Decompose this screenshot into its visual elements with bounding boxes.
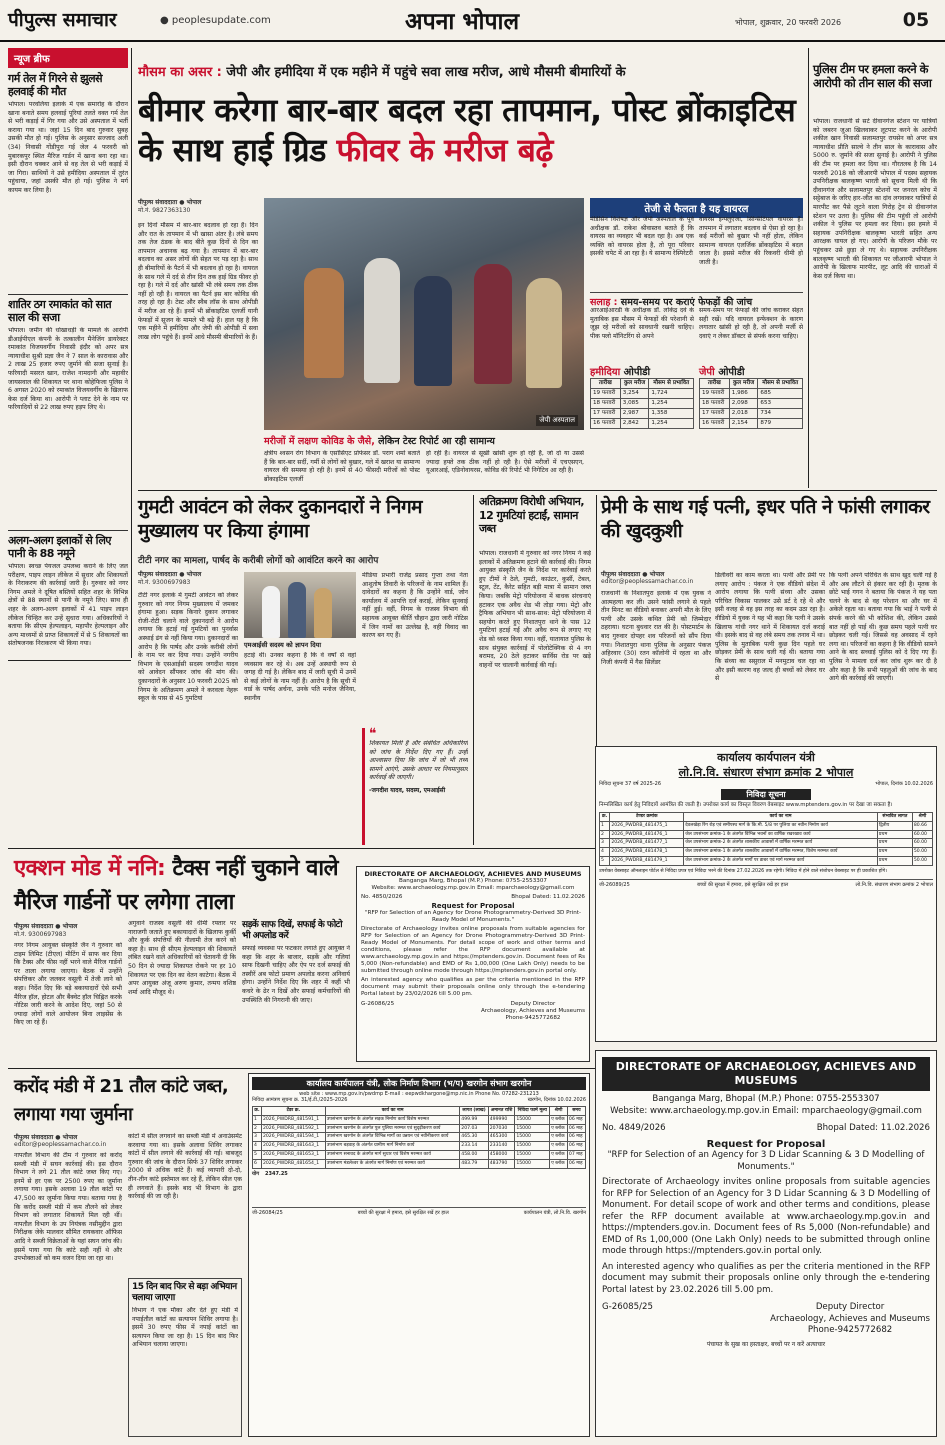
brief-body-2: भोपाल। जमीन की धोखाधड़ी के मामले के आरोपी डीआईपीएल कंपनी के तत्कालीन मैनेजिंग डायरेक्टर रमाकांत विजयवर्गीय निवासी इंदौर को अपर सत्र न्यायाधीश सुश्री प्रज्ञा जैन ने 7 साल के कारावास और 2 लाख 25 हजार रुपए जुर्माने की सजा सुनाई है। फरियादी मसरत खान, राजेश नामदानी और महावीर जायसवाल की शिकायत पर थाना कोहेफिजा पुलिस ने 6 अगस्त 2020 को रमाकांत विजयवर्गीय के खिलाफ केस दर्ज किया था। आरोपी ने प्लाट देने के नाम पर फरियादियों से 22 लाख रुपए हड़प लिए थे। bbox=[8, 327, 128, 412]
lead-col-a: क्षेत्रीय श्वसन रोग विभाग के एसोसिएट प्रोफेसर डॉ. पराग शर्मा बताते हैं कि बार-बार सर्दी, गर्मी से लोगों को बुखार, गले में खराश या सामान्य वायरल की समस्या हो रही है। इनमें से 40 फीसदी मरीजों को पोस्ट ब्रोंकाइटिस एलर्जी bbox=[264, 450, 420, 483]
tax-byline: पीपुल्स संवाददाता ● भोपाल मो.नं. 9300697983 bbox=[14, 923, 78, 938]
suicide-col-1: राजधानी के निशातपुरा इलाके में एक युवक ने आत्महत्या कर ली। उसने फांसी लगाने से पहले तीन मिनट का वीडियो बनाकर अपनी मौत के लिए पत्नी और उसके कथित प्रेमी को जिम्मेदार ठहराया। घटना बुधवार रात की है। पोस्टमार्टम के बाद गुरुवार दोपहर शव परिजनों को सौंप दिया गया। निशातपुरा थाना पुलिस के अनुसार पंकज अहिरवार (30) रतन कॉलोनी में रहता था और निजी कंपनी में गैस सिलेंडर bbox=[601, 590, 711, 666]
gumti-col-1: टीटी नगर इलाके में गुमटी आवंटन को लेकर गुरुवार को नगर निगम मुख्यालय में जमकर हंगामा हुआ। सड़क किनारे दुकान लगाकर रोजी-रोटी चलाने वाले दुकानदारों ने आरोप लगाया कि हटाई गई गुमटियों का पुनर्वास अस्थाई ढंग से नहीं किया गया। दुकानदारों का आरोप है कि पार्षद और उनके करीबी लोगों के नाम पर कर दिया गया। उन्होंने नगरीय विभाग के एसआईसी सदस्य जगदीश यादव को आवेदन सौंपकर जांच की मांग की। दुकानदारों के अनुसार 10 फरवरी 2025 को निगम के अतिक्रमण अमले ने करवला नेहरू स्कूल के पास से 45 गुमटियां bbox=[138, 592, 238, 703]
archaeology-rfp-ad-1: DIRECTORATE OF ARCHAEOLOGY, ACHIEVES AND MUSEUMS Banganga Marg, Bhopal (M.P.) Phone: 0755-2553307 Website: www.archaeology.mp.gov.in Email: mparchaeology@gmail.com No. 4850/2026 Bhopal Dated: 11.02.2026 Request for Proposal "RFP for Selection of an Agency for Drone Photogrammetry-Derived 3D Print-Ready Model of Monuments." Directorate of Archaeology invites online proposals from suitable agencies for RFP for Selection of an Agency for Drone Photogrammetry-Derived 3D Print-Ready Model of Monuments. For detail scope of work and other terms and conditions, please refer the RFP document available at www.archaeology.mp.gov.in and https://mptenders.gov.in. Document fees of Rs 5,000 (Non-refundable) and EMD of Rs 1,00,000 (One Lakh Only) needs to be submitted through online mode through https://mptenders.gov.in portal only. An interested agency who qualifies as per the criteria mentioned in the RFP document may submit their proposals online only through the e-tendering Portal latest by 23/02/2026 till 5.00 pm. G-26086/25 Deputy Director Archaeology, Achieves and Museums Phone-9425772682 bbox=[356, 866, 590, 1062]
hamidia-row: 17 फरवरी 2,987 1,358 bbox=[591, 409, 694, 419]
lead-kicker: मौसम का असर : जेपी और हमीदिया में एक महीने में पहुंचे सवा लाख मरीज, आधे मौसमी बीमारियों के bbox=[138, 65, 626, 80]
brand-logo: पीपुल्स समाचार bbox=[8, 9, 117, 31]
archaeology-rfp-ad-2: DIRECTORATE OF ARCHAEOLOGY, ACHIEVES AND MUSEUMS Banganga Marg, Bhopal (M.P.) Phone: 0755-2553307 Website: www.archaeology.mp.gov.in Email: mparchaeology@gmail.com No. 4849/2026 Bhopal Dated: 11.02.2026 Request for Proposal "RFP for Selection of an Agency for 3 D Lidar Scanning & 3 D Modelling of Monuments." Directorate of Archaeology invites online proposals from suitable agencies for RFP for Selection of an Agency for 3 D Lidar Scanning & 3 D Modelling of Monument. For detail scope of work and other terms and conditions, please refer the RFP document available at www.archaeology.mp.gov.in and https://mptenders.gov.in. Document fees of Rs 5,000 (Non-refundable) and EMD of Rs 1,00,000 (One Lakh Only) needs to be submitted through online mode through https://mptenders.gov.in portal only. An interested agency who qualifies as per the criteria mentioned in the RFP document may submit their proposals online only through the e-tendering Portal latest by 23.02.2026 till 5.00 pm. G-26085/25 Deputy Director Archaeology, Achieves and Museums Phone-9425772682 पंचायत के सुख का हस्ताक्षर, बच्चों पर न करें अत्याचार bbox=[595, 1050, 937, 1437]
hamidia-opd-table: हमीदिया ओपीडी तारीख कुल मरीज मौसम से प्रभावित 19 फरवरी 3,254 1,724 18 फरवरी 3,085 1,254 17 फरवरी 2,987 1,358 16 फरवरी 2,842 1,254 bbox=[590, 364, 694, 429]
tender-row: 1 2026_PWDRB_481475_1 देवलखेड़ा रिंग रोड़ एवं समीपस्थ मार्ग के कि.मी. 5/8 पर पुलिया का नवीन निर्माण कार्य द्वितीय 80.66 bbox=[600, 821, 933, 830]
tender-row: 5 2026_PWDRB_481479_1 जेल उपसंभाग क्रमांक-2 के अंतर्गत मार्गों पर डाबर एवं मार्ग मरम्मत कार्य प्रथम 50.00 bbox=[600, 856, 933, 865]
police-body: भोपाल। राजधानी से सटे दीवानगंज स्टेशन पर यात्रियों को जबरन जुआ खिलवाकर लूटपाट करने के आरोपी शकील खान निवासी सलामतपुर रायसेन को अपर सत्र न्यायाधीश प्रीति साल्वे ने तीन साल के कारावास और 5000 रु. जुर्माने की सजा सुनाई है। आरोपी ने पुलिस की टीम पर हमला कर दिया था। गौरतलब है कि 14 फरवरी 2018 को जीआरपी भोपाल में पदस्थ सहायक उपनिरीक्षक बालकृष्ण भारती को सूचना मिली थी कि दीवानगंज और सलामतपुर स्टेशनों पर जनरल कोच में सट्टेबाज के जरिए हार-जीत का दांव लगवाकर यात्रियों से मारपीट कर पैसे लूटने वाला गिरोह ट्रेन से दीवानगंज स्टेशन पर उतरा है। पुलिस की टीम पहुंची तो आरोपी शकील ने पुलिस पर हमला कर दिया। इस हमले में सहायक उपनिरीक्षक बालकृष्ण भारती सहित अन्य आरक्षक घायल हो गए। आरोपी के परिजन मौके पर पहुंचकर उसे छुड़ा ले गए थे। सहायक उपनिरीक्षक बालकृष्ण भारती की शिकायत पर जीआरपी भोपाल ने आरोपी के खिलाफ मारपीट, लूट आदि की धाराओं में केस दर्ज किया था। bbox=[813, 118, 937, 280]
tender-row: 3 2026_PWDRB_481594_1 उपसंभाग खरगोन के अंतर्गत विभिन्न मार्गों का उन्नयन एवं नवीनीकरण कार्य 465.30 465300 15000 ए ब्लॉक 06 माह bbox=[253, 1133, 586, 1142]
pwd-khargone-tender-ad: कार्यालय कार्यपालन यंत्री, लोक निर्माण विभाग (भ/प) खरगोन संभाग खरगोन web site : www.mp.gov.in/pwdmp E-mail : eepwdkhargone@mp.nic.in Phone No. 07282-231213 निविदा आमंत्रण सूचना क्र. 31/ई.टी./2025-2026 खरगोन, दिनांक 10.02.2026 क्र. टेंडर क्र. कार्य का नाम लागत (लाख) अमानत राशि निविदा फार्म मूल्य श्रेणी समय 1 2026_PWDRB_481591_1 उपसंभाग खरगोन के अंतर्गत सड़क निर्माण कार्य विशेष मरम्मत 499.99 499990 15000 ए ब्लॉक 06 माह 2 2026_PWDRB_481592_1 उपसंभाग खरगोन के अंतर्गत पुल पुलिया मरम्मत एवं सुदृढ़ीकरण कार्य 207.03 207030 15000 ए ब्लॉक 06 माह 3 2026_PWDRB_481594_1 उपसंभाग खरगोन के अंतर्गत विभिन्न मार्गों का उन्नयन एवं नवीनीकरण कार्य 465.30 465300 15000 ए ब्लॉक 06 माह 4 2026_PWDRB_481643_1 उपसंभाग बड़वाह के अंतर्गत ग्रामीण मार्ग निर्माण कार्य 233.14 233140 15000 ए ब्लॉक 06 माह 5 2026_PWDRB_481653_1 उपसंभाग सनावद के अंतर्गत मार्ग सुधार एवं विशेष मरम्मत कार्य 458.00 458000 15000 ए ब्लॉक 07 माह 6 2026_PWDRB_481654_1 उपसंभाग मंडलेश्वर के अंतर्गत मार्ग निर्माण एवं मरम्मत कार्य 483.79 483790 15000 ए ब्लॉक 06 माह योग 2347.25 जी-26084/25 बच्चों की सुरक्षा में हमारा, इसे सुरक्षित रखें हर हाल कार्यपालन यंत्री, लो.नि.वि. खरगोन bbox=[248, 1073, 590, 1437]
jp-row: 17 फरवरी 2,018 734 bbox=[700, 409, 803, 419]
tender-row: 1 2026_PWDRB_481591_1 उपसंभाग खरगोन के अंतर्गत सड़क निर्माण कार्य विशेष मरम्मत 499.99 499990 15000 ए ब्लॉक 06 माह bbox=[253, 1115, 586, 1124]
karond-headline: करोंद मंडी में 21 तौल कांटे जब्त, लगाया गया जुर्माना bbox=[14, 1076, 229, 1125]
brief-body-3: भोपाल। स्वच्छ पेयजल उपलब्ध कराने के लिए जल परीक्षण, पाइप लाइन लीकेज में सुधार और शिकायतों के निराकरण की कार्रवाई जारी है। गुरुवार को नगर निगम अमले ने दूषित बस्तियों सहित शहर के विभिन्न क्षेत्रों से 88 स्थानों से पानी के नमूने लिए। साथ ही शहर के अलग-अलग इलाकों में 41 पाइप लाइन लीकेज चिन्हित कर उन्हें सुधारा गया। अधिकारियों ने बताया कि सीएम हेल्पलाइन, महापौर हेल्पलाइन और अन्य माध्यमों से प्राप्त शिकायतों में से 5 शिकायतों का संतोषजनक निराकरण भी किया गया। bbox=[8, 563, 128, 648]
lead-photo bbox=[264, 198, 584, 430]
gumti-subheadline: टीटी नगर का मामला, पार्षद के करीबी लोगों को आवंटित करने का आरोप bbox=[138, 556, 379, 566]
pwd-bhopal-tender-ad: कार्यालय कार्यपालन यंत्री लो.नि.वि. संधारण संभाग क्रमांक 2 भोपाल निविदा सूचना 37 वर्ष 2025-26 भोपाल, दिनांक 10.02.2026 निविदा सूचना निम्नलिखित कार्य हेतु निविदायें आमंत्रित की जाती है। उपरोक्त कार्य का विस्तृत विवरण वेबसाइट www.mptenders.gov.in पर देखा जा सकता है। क्र. टेण्डर क्रमांक कार्य का नाम संभावित लागत श्रेणी 1 2026_PWDRB_481475_1 देवलखेड़ा रिंग रोड़ एवं समीपस्थ मार्ग के कि.मी. 5/8 पर पुलिया का नवीन निर्माण कार्य द्वितीय 80.66 2 2026_PWDRB_481476_1 जेल उपसंभाग क्रमांक-1 के अंतर्गत विभिन्न भवनों का वार्षिक रखरखाव कार्य प्रथम 60.00 3 2026_PWDRB_481477_1 जेल उपसंभाग क्रमांक-2 के अंतर्गत शासकीय आवासों में वार्षिक मरम्मत कार्य प्रथम 60.00 4 2026_PWDRB_481478_1 जेल उपसंभाग क्रमांक-1 के अंतर्गत शासकीय आवासों में वार्षिक मरम्मत, विशेष मरम्मत कार्य प्रथम 50.00 5 2026_PWDRB_481479_1 जेल उपसंभाग क्रमांक-2 के अंतर्गत मार्गों पर डाबर एवं मार्ग मरम्मत कार्य प्रथम 50.00 उपरोक्त वेबसाइट ऑनलाइन पोर्टल से निविदा प्रपत्र एवं निविदा भरने की दिनांक 27.02.2026 तक रहेगी। निविदा में होने वाले संशोधन वेबसाइट पर ही प्रकाशित होंगे। जी-26089/25 बच्चों की सुरक्षा में हमारा, इसे सुरक्षित रखें हर हाल लो.नि.वि. संधारण संभाग क्रमांक 2 भोपाल bbox=[595, 746, 937, 1042]
brief-headline-1: गर्म तेल में गिरने से झुलसे हलवाई की मौत bbox=[8, 72, 103, 98]
lead-byline: पीपुल्स संवाददाता ● भोपाल मो.नं. 9827363130 bbox=[138, 199, 202, 214]
encroach-headline: अतिक्रमण विरोधी अभियान, 12 गुमटियां हटाईं, सामान जब्त bbox=[479, 495, 585, 535]
photo-credit: जेपी अस्पताल bbox=[536, 415, 578, 426]
news-brief-label: न्यूज ब्रीफ bbox=[8, 48, 128, 68]
page-number: 05 bbox=[902, 9, 930, 31]
gumti-quote-box: ❝ शिकायत मिली है और संबंधित अधिकारियों को जांच के निर्देश दिए गए हैं। उन्हीं आश्वासन दिया कि जांच में जो भी तथ्य सामने आएंगे, उसके आधार पर नियमानुसार कार्रवाई की जाएगी। -जगदीश यादव, सदस्य, एमआईसी bbox=[362, 728, 468, 845]
jp-row: 19 फरवरी 1,986 685 bbox=[700, 389, 803, 399]
brief-body-1: भोपाल। परवलिया इलाके में एक समारोह के दौरान खाना बनाते समय हलवाई पूरियां तलते वक्त गर्म तेल से भरी कड़ाई में गिर गया और उसे अस्पताल में भर्ती कराया गया था। जहां 15 दिन बाद गुरुवार सुबह उसकी मौत हो गई। पुलिस के अनुसार सज्जाद अली (34) निवासी गोंडीपुरा गई जेल 4 फरवरी को मुबारकपुर स्थित मैरिज गार्डन में खाना बना रहा था। इसी दौरान चक्कर आने से वह तेल से भरी कड़ाई में जा गिरा। साथियों ने उसे हमीदिया अस्पताल में तुरंत पहुंचाया, जहां उसकी मौत हो गई। पुलिस ने मर्ग कायम कर लिया है। bbox=[8, 101, 128, 194]
jp-row: 18 फरवरी 2,098 653 bbox=[700, 399, 803, 409]
suicide-byline: पीपुल्स संवाददाता ● भोपाल editor@peoplessamachar.co.in bbox=[601, 571, 694, 585]
quote-icon: ❝ bbox=[369, 726, 377, 742]
suicide-col-3: कि पत्नी अपने परिचित के साथ खुद चली गई है और अब लौटने से इंकार कर रही है। मृतक के छोटे भाई गगन ने बताया कि पंकज ने यह पता चलने के बाद से वह परेशान था और घर में अकेले रहता था। बताया गया कि भाई ने पत्नी से संपर्क करने की भी कोशिश की, लेकिन उससे बात नहीं हो पाई थी। कुछ समय पहले पत्नी घर छोड़कर चली गई। जिससे वह अवसाद में रहने लगा था। परिजनों का कहना है कि वीडियो सामने आने के बाद सच्चाई पुलिस को दे दिए गए हैं। पुलिस ने मामला दर्ज कर जांच शुरू कर दी है और कहा है कि सभी पहलुओं की जांच के बाद आगे की कार्रवाई की जाएगी। bbox=[829, 572, 937, 683]
virus-box-col-2: वायरस इन्फ्लुएंजा, सिन्सिटियल वायरस हैं। तापमान में लगातार बदलाव से ऐसा हो रहा है। कई मरीजों को बुखार भी नहीं होता, लेकिन सामान्य वायरल एलर्जिक ब्रोंकाइटिस में बदल जाता है। इससे मरीज की रिकवरी धीमी हो जाती है। bbox=[699, 216, 803, 266]
gumti-col-3: मीडिया प्रभारी राजेंद्र प्रसाद गुप्ता तथा नेता आशुतोष तिवारी के परिजनों के नाम शामिल हैं। दावेदारों का कहना है कि उन्होंने वार्ड, जोन कार्यालय में आपत्ति दर्ज कराई, लेकिन सुनवाई नहीं हुई। वहीं, निगम के राजस्व विभाग की सहायक आयुक्त कीर्ति चौहान द्वारा जारी नोटिस में जिन नामों का उल्लेख है, वही विवाद का कारण बन गए हैं। bbox=[362, 572, 468, 640]
lead-body: इन दिनों मौसम में बार-बार बदलाव हो रहा है। दिन और रात के तापमान में भी खासा अंतर है। लंबे समय तक तेज ठंडक के बाद बीते कुछ दिनों से दिन का तापमान अचानक बढ़ गया है। तापमान में बार-बार बदलाव का असर लोगों की सेहत पर पड़ रहा है। साथ ही बीमारियों के पैटर्न में भी बदलाव हो रहा है। वायरल के साथ गले में दर्द से तीन दिन तक हाई ग्रिड फीवर हो रहा है। गले में दर्द और खांसी भी लंबे समय तक ठीक नहीं हो रही है। वायरल का पैटर्न इस बार कोविड की तरह हो रहा है। टेस्ट और स्वैब लॉस के साथ ओपीडी में मरीज आ रहे हैं। इनमें भी ब्रोंकाइटिस एलर्जी यानी फेफड़ों में सूजन के मामले भी बढ़े हैं। हाल यह है कि एक महीने में हमीदिया और जेपी की ओपीडी में सवा लाख लोग पहुंचे हैं। इनमें आधे मौसमी बीमारियों के हैं। bbox=[138, 222, 258, 341]
tender-row: 6 2026_PWDRB_481654_1 उपसंभाग मंडलेश्वर के अंतर्गत मार्ग निर्माण एवं मरम्मत कार्य 483.79 483790 15000 ए ब्लॉक 06 माह bbox=[253, 1159, 586, 1168]
advice-col-1: आरआईआरडी के अधीक्षक डॉ. लोकेंद्र दवे के मुताबिक इस मौसम में फेफड़ों की परेशानी से जूझ रहे मरीजों को सावधानी रखनी चाहिए। पीक फ्लो मॉनिटरिंग से अपने bbox=[590, 307, 694, 340]
lead-headline: बीमार करेगा बार-बार बदल रहा तापमान, पोस्ट ब्रोंकाइटिस के साथ हाई ग्रिड फीवर के मरीज बढ़े bbox=[138, 91, 796, 169]
gumti-photo bbox=[244, 572, 356, 638]
jp-row: 16 फरवरी 2,154 879 bbox=[700, 419, 803, 429]
suicide-headline: प्रेमी के साथ गई पत्नी, इधर पति ने फांसी लगाकर की खुदकुशी bbox=[601, 496, 930, 542]
karond-side-box: 15 दिन बाद फिर से बड़ा अभियान चलाया जाएगा विभाग ने एक मौका और देते हुए मंडी में नपाईतौल कांटों का सत्यापन शिविर लगाया है। इसमें 30 रुपए फीस में नपाई कांटों का सत्यापन किया जा रहा है। 15 दिन बाद फिर अभियान चलाया जाएगा। bbox=[128, 1278, 242, 1437]
advice-heading: सलाह : समय-समय पर कराएं फेफड़ों की जांच bbox=[590, 292, 803, 308]
brief-headline-2: शातिर ठग रमाकांत को सात साल की सजा bbox=[8, 298, 112, 324]
virus-box-title: तेजी से फैलता है यह वायरल bbox=[590, 198, 803, 218]
karond-byline: पीपुल्स संवाददाता ● भोपाल editor@peoplessamachar.co.in bbox=[14, 1134, 107, 1148]
section-title: अपना भोपाल bbox=[405, 9, 520, 35]
tender-row: 4 2026_PWDRB_481643_1 उपसंभाग बड़वाह के अंतर्गत ग्रामीण मार्ग निर्माण कार्य 233.14 233140 15000 ए ब्लॉक 06 माह bbox=[253, 1142, 586, 1151]
jp-opd-table: जेपी ओपीडी तारीख कुल मरीज मौसम से प्रभावित 19 फरवरी 1,986 685 18 फरवरी 2,098 653 17 फरवरी 2,018 734 16 फरवरी 2,154 879 bbox=[699, 364, 803, 429]
tax-col-2: अगुवाने राजस्व वसूली की धीमी रफ्तार पर नाराजगी जताते हुए बकायादारों के खिलाफ कुर्की और कुर्क संपत्तियों की नीलामी तेज करने को कहा है। साथ ही सीएम हेल्पलाइन की शिकायतें लंबित रखने वाले अधिकारियों को चेतावनी दी कि 50 दिन से ज्यादा शिकायत रोकने पर हर 10 शिकायत पर एक दिन का वेतन काटेगा। बैठक में अपर आयुक्त अंजू अरुण कुमार, तन्मय वशिष्ठ शर्मा आदि मौजूद थे। bbox=[128, 920, 236, 996]
tax-col-1: नगर निगम आयुक्त संस्कृति जैन ने गुरुवार को टाइम लिमिट (टीएल) मीटिंग में साफ कर दिया कि टैक्स और फीस नहीं भरने वाले मैरिज गार्डनों पर ताला लगाया जाएगा। बैठक में उन्होंने संपत्तिकर और जलकर वसूली में तेजी लाने को कहा। निर्देश दिए कि बड़े बकायादारों ऐसे सभी मैरिज हॉल, होटल और बैंक्वेट हॉल चिह्नित करके नोटिस जारी करने के आदेश दिए, जहां 50 से ज्यादा लोगों वाले आयोजन बिना लाइसेंस के किए जा रहे हैं। bbox=[14, 942, 122, 1027]
tender-row: 4 2026_PWDRB_481478_1 जेल उपसंभाग क्रमांक-1 के अंतर्गत शासकीय आवासों में वार्षिक मरम्मत, विशेष मरम्मत कार्य प्रथम 50.00 bbox=[600, 848, 933, 857]
lead-col-b: हो रही है। वायरल से सूखी खांसी शुरू हो रही है, जो दो या उससे ज्यादा हफ्ते तक ठीक नहीं हो रही है। ऐसे मरीजों में एचएसएन, यूआरआई, एडिनोवायरस, कोविड की रिपोर्ट भी निगेटिव आ रही है। bbox=[426, 450, 584, 475]
brief-headline-3: अलग-अलग इलाकों से लिए पानी के 88 नमूने bbox=[8, 534, 111, 560]
masthead bbox=[0, 0, 945, 42]
hamidia-row: 18 फरवरी 3,085 1,254 bbox=[591, 399, 694, 409]
gumti-photo-caption: एमआईसी सदस्य को ज्ञापन दिया bbox=[244, 641, 322, 649]
gumti-headline: गुमटी आवंटन को लेकर दुकानदारों ने निगम मुख्यालय पर किया हंगामा bbox=[138, 496, 423, 542]
gumti-col-2: हटाई थीं। उनका कहना है कि वे वर्षों से वहां व्यवसाय कर रहे थे। अब उन्हें अस्थायी रूप से जगह दी गई है। लेकिन बाद में जारी सूची में उनमें से कई लोगों के नाम नहीं हैं। आरोप है कि सूची में वार्ड के पार्षद अर्चना, उनके पति मनोज जैनिया, स्थानीय bbox=[244, 652, 356, 702]
tax-headline: एक्शन मोड में ननि: टैक्स नहीं चुकाने वाले मैरिज गार्डनों पर लगेगा ताला bbox=[14, 856, 339, 915]
encroach-body: भोपाल। राजधानी में गुरुवार को नगर निगम ने कई इलाकों में अतिक्रमण हटाने की कार्रवाई की। निगम आयुक्त संस्कृति जैन के निर्देश पर कार्रवाई करते हुए टीमों ने ठेले, गुमटी, काउंटर, कुर्सी, टेबल, स्टूल, टेंट, कैरेट सहित बड़ी मात्रा में सामान जब्त किया। जबकि मेट्रो परियोजना में बाधक संरचनाएं हटाकर एक अवैध शेड भी तोड़ा गया। मेट्रो और ट्रैफिक अभियान भी साथ-साथ: मेट्रो परियोजना में सहयोग करते हुए निशातपुरा थाने के पास 12 गुमटियां हटाई गईं और अवैध रूप से लगाए गए शेड को ध्वस्त किया गया। वहीं, यातायात पुलिस के साथ संयुक्त कार्रवाई में पोलोटेक्निक से 4 नग बरामद, 20 ठेले हटाकर सार्विस रोड पर खड़े वाहनों पर चालानी कार्रवाई की गई। bbox=[479, 550, 591, 669]
website-link[interactable]: ● peoplesupdate.com bbox=[160, 15, 271, 26]
globe-icon: ● bbox=[160, 15, 172, 26]
advice-col-2: समय-समय पर फेफड़ों की जांच कराकर सेहत सही रखें। यदि वायरल इन्फेक्शन के कारण लगातार खांसी हो रही है, तो अपनी मर्जी से दवाएं न लेकर डॉक्टर से संपर्क करना चाहिए। bbox=[699, 307, 803, 340]
tax-side-box: सड़कें साफ दिखें, सफाई के फोटो भी अपलोड करें सफाई व्यवस्था पर फटकार लगाते हुए आयुक्त ने कहा कि शहर के बाजार, सड़कें और गलियां साफ दिखनी चाहिए और ऐप पर दर्ज सफाई की तस्वीरें अब फोटो प्रमाण अपलोड करना अनिवार्य होगा। उन्होंने निर्देश दिए कि शहर में कहीं भी कचरे के ढेर न दिखें और सफाई कर्मचारियों की उपस्थिति की निगरानी की जाए। bbox=[242, 920, 350, 1004]
lead-photo-caption: मरीजों में लक्षण कोविड के जैसे, लेकिन टेस्ट रिपोर्ट आ रही सामान्य bbox=[264, 436, 495, 447]
tender-row: 2 2026_PWDRB_481476_1 जेल उपसंभाग क्रमांक-1 के अंतर्गत विभिन्न भवनों का वार्षिक रखरखाव कार्य प्रथम 60.00 bbox=[600, 830, 933, 839]
tender-row: 3 2026_PWDRB_481477_1 जेल उपसंभाग क्रमांक-2 के अंतर्गत शासकीय आवासों में वार्षिक मरम्मत कार्य प्रथम 60.00 bbox=[600, 839, 933, 848]
tender-row: 2 2026_PWDRB_481592_1 उपसंभाग खरगोन के अंतर्गत पुल पुलिया मरम्मत एवं सुदृढ़ीकरण कार्य 207.03 207030 15000 ए ब्लॉक 06 माह bbox=[253, 1124, 586, 1133]
karond-col-2: कांटों में सील लगवाने का सब्जी मंडी में अनाउंसमेंट करवाया गया था। इसके अलावा शिविर लगाकर कांटों में सील लगाने की कार्रवाई की गई। बाबजूद गुरुवार की जांच के दौरान सिर्फ 37 शिविर लगाकर 2000 से अधिक कांटे हैं। कई व्यापारी दो-दो, तीन-तीन कांटे इस्तेमाल कर रहे हैं, लेकिन सील एक ही लगवाते हैं। इसके बाद भी विभाग के द्वारा कार्रवाई की जा रही है। bbox=[128, 1133, 242, 1201]
dateline: भोपाल, शुक्रवार, 20 फरवरी 2026 bbox=[735, 18, 842, 27]
hamidia-row: 16 फरवरी 2,842 1,254 bbox=[591, 419, 694, 429]
tender-row: 5 2026_PWDRB_481653_1 उपसंभाग सनावद के अंतर्गत मार्ग सुधार एवं विशेष मरम्मत कार्य 458.00 458000 15000 ए ब्लॉक 07 माह bbox=[253, 1150, 586, 1159]
karond-col-1: नापतौल विभाग की टीम ने गुरुवार को करोंद सब्जी मंडी में सघन कार्रवाई की। इस दौरान विभाग ने लगे 21 तौल कांटे जब्त किए गए। इनमें से हर एक पर 2500 रुपए का जुर्माना लगाया गया। इसके अलावा 19 तौल कांटों पर 47,500 का जुर्माना किया गया। बताया गया है कि करोंद सब्जी मंडी में कम तौलने को लेकर विभाग को लगातार शिकायतें मिल रही थीं। नापतौल विभाग के उप नियंत्रक नसीमुद्दीन द्वारा निरीक्षक जेके मालवार सौमित रायकवार ऑफिस आदि ने सब्जी विक्रेताओं के यहां सघन जांच की। इसमें पाया गया कि कांटे सही नहीं थे और उपभोक्ताओं को कम वजन दिया जा रहा था। bbox=[14, 1152, 122, 1263]
suicide-col-2: डिलीवरी का काम करता था। पत्नी और प्रेमी पर लगाए आरोप : पंकज ने एक वीडियो संदेश में आरोप लगाया कि पत्नी संध्या और उसका परिचित विकास पालकर उसे डर्ट दे रहे थे और इसी वजह से वह इस तरह का कदम उठा रहा है। वीडियो में युवक ने यह भी कहा कि पत्नी ने उसके खिलाफ गांधी नगर थाने में शिकायत दर्ज कराई थी। इसके बाद से वह लंबे समय तक तनाव में था। पुलिस के मुताबिक पत्नी कुछ दिन पहले घर छोड़कर प्रेमी के साथ चली गई थी। बताया गया कि संध्या का ससुराल में मनमुटाव चल रहा था और इसी कारण वह जल्द ही बच्चों को लेकर घर से bbox=[715, 572, 825, 683]
hamidia-row: 19 फरवरी 3,254 1,724 bbox=[591, 389, 694, 399]
gumti-byline: पीपुल्स संवाददाता ● भोपाल मो.नं. 9300697983 bbox=[138, 571, 202, 586]
police-headline: पुलिस टीम पर हमला करने के आरोपी को तीन साल की सजा bbox=[813, 62, 932, 90]
virus-box-col-1: मेडिसिन विशेषज्ञ और जेपी अस्पताल के पूर्व अधीक्षक डॉ. राकेश श्रीवास्तव बताते हैं कि वायरस का व्यवहार भी बदल रहा है। अब एक व्यक्ति को वायरस होता है, तो पूरा परिवार इसकी चपेट में आ रहा है। ये सामान्य रेस्पिरेटरी bbox=[590, 216, 694, 258]
news-brief-column bbox=[8, 48, 128, 658]
